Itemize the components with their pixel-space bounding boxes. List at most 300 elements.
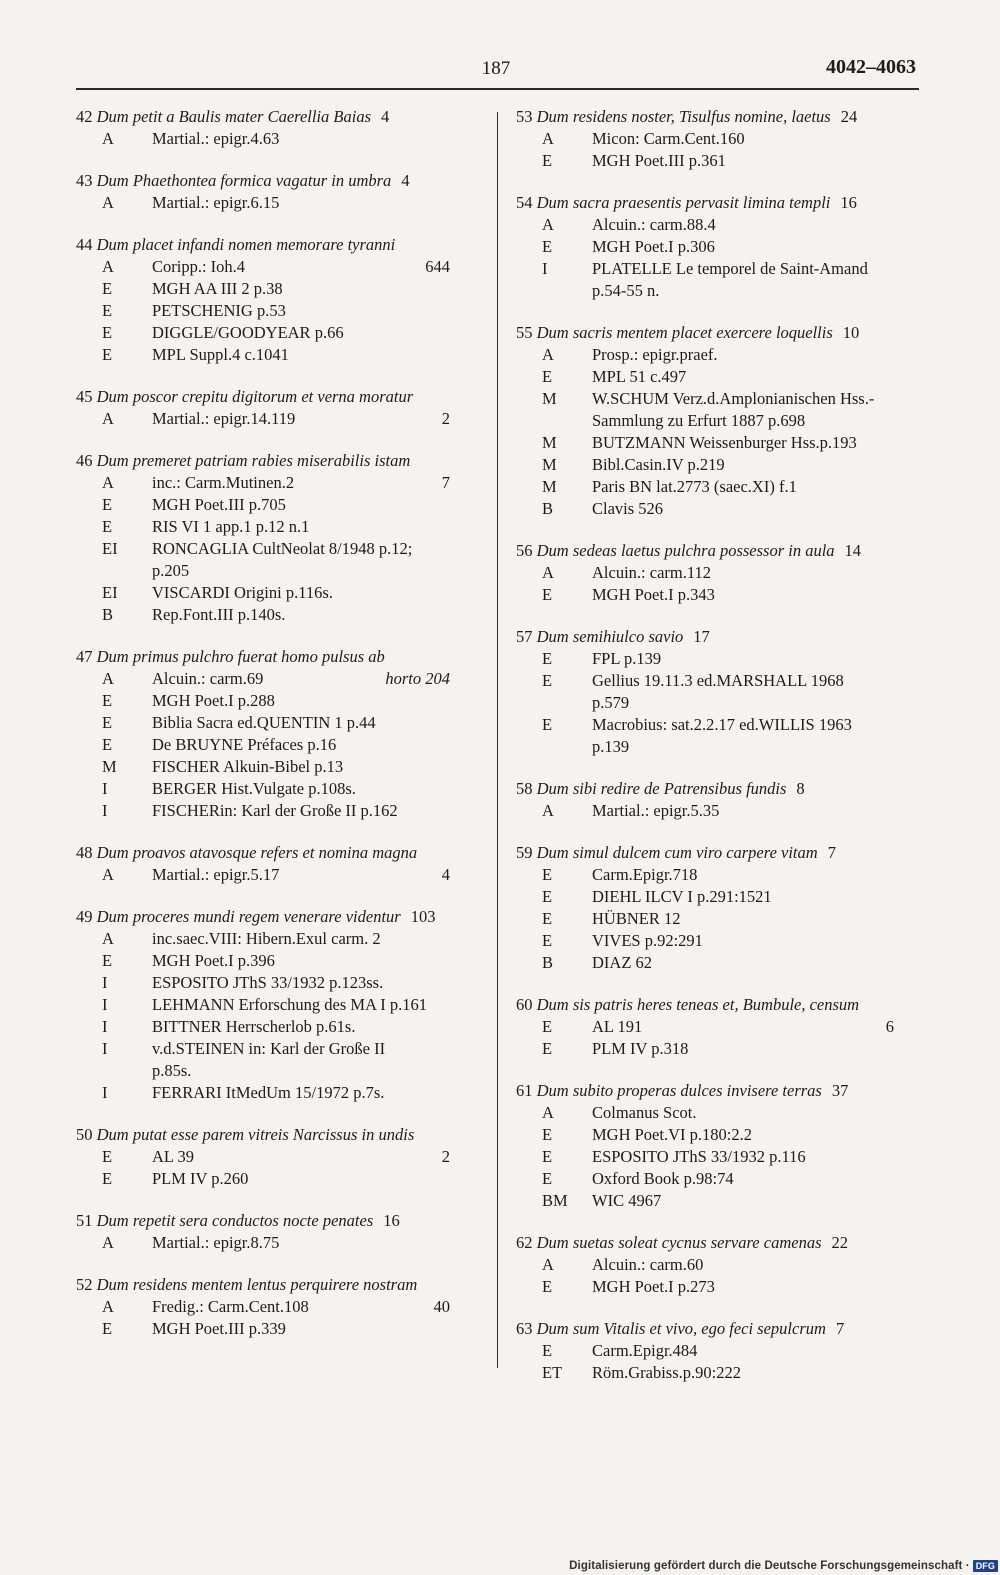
source-row bbox=[76, 928, 486, 950]
catalog-entry bbox=[516, 1232, 930, 1298]
source-type: M bbox=[542, 477, 557, 496]
source-row bbox=[516, 886, 930, 908]
source-row bbox=[516, 670, 930, 692]
source-type bbox=[76, 1060, 152, 1082]
source-reference: ESPOSITO JThS 33/1932 p.123ss. bbox=[152, 973, 384, 992]
source-type: I bbox=[102, 1017, 108, 1036]
source-number: 7 bbox=[441, 473, 450, 492]
source-type: I bbox=[102, 1083, 108, 1102]
source-row bbox=[516, 1254, 930, 1276]
entry-number: 59 bbox=[516, 843, 533, 862]
source-type: A bbox=[542, 345, 554, 364]
source-row bbox=[76, 408, 486, 430]
source-type bbox=[516, 736, 592, 758]
source-type: A bbox=[102, 1233, 114, 1252]
source-row bbox=[76, 472, 486, 494]
source-row bbox=[516, 1016, 930, 1038]
source-type: E bbox=[542, 887, 553, 906]
entry-heading bbox=[516, 1232, 930, 1254]
source-row bbox=[76, 994, 486, 1016]
source-reference: Alcuin.: carm.60 bbox=[592, 1255, 704, 1274]
source-reference: DIEHL ILCV I p.291:1521 bbox=[592, 887, 772, 906]
source-row bbox=[76, 128, 486, 150]
source-reference: MGH Poet.I p.273 bbox=[592, 1277, 715, 1296]
source-row bbox=[76, 192, 486, 214]
source-reference: p.54-55 n. bbox=[592, 281, 660, 300]
entry-incipit: Dum Phaethontea formica vagatur in umbra bbox=[96, 171, 392, 190]
entry-incipit: Dum residens mentem lentus perquirere nostram bbox=[96, 1275, 418, 1294]
page-number: 187 bbox=[481, 58, 511, 79]
entry-number: 58 bbox=[516, 779, 533, 798]
catalog-entry bbox=[516, 1080, 930, 1212]
verse-count: 103 bbox=[410, 907, 436, 926]
catalog-entry bbox=[76, 450, 486, 626]
source-type: A bbox=[102, 669, 114, 688]
source-row bbox=[76, 582, 486, 604]
catalog-entry bbox=[76, 906, 486, 1104]
source-reference: FERRARI ItMedUm 15/1972 p.7s. bbox=[152, 1083, 385, 1102]
catalog-entry bbox=[516, 994, 930, 1060]
source-reference: VISCARDI Origini p.116s. bbox=[152, 583, 333, 602]
source-row bbox=[76, 1016, 486, 1038]
source-reference: p.85s. bbox=[152, 1061, 192, 1080]
source-row bbox=[516, 366, 930, 388]
source-row bbox=[76, 560, 486, 582]
catalog-entry bbox=[516, 540, 930, 606]
source-row bbox=[516, 432, 930, 454]
source-type: I bbox=[102, 801, 108, 820]
source-reference: p.579 bbox=[592, 693, 630, 712]
source-row bbox=[516, 584, 930, 606]
entry-number: 53 bbox=[516, 107, 533, 126]
source-reference: Rep.Font.III p.140s. bbox=[152, 605, 286, 624]
source-type: A bbox=[102, 257, 114, 276]
source-type: EI bbox=[102, 583, 118, 602]
entry-heading bbox=[516, 1318, 930, 1340]
entry-heading bbox=[76, 646, 486, 668]
source-row bbox=[516, 1168, 930, 1190]
entry-number: 42 bbox=[76, 107, 93, 126]
source-row bbox=[516, 1102, 930, 1124]
source-type: A bbox=[542, 1103, 554, 1122]
source-row bbox=[516, 952, 930, 974]
source-reference: AL 191 bbox=[592, 1017, 643, 1036]
source-reference: Alcuin.: carm.88.4 bbox=[592, 215, 716, 234]
entry-number: 61 bbox=[516, 1081, 533, 1100]
source-row bbox=[76, 322, 486, 344]
verse-count: 7 bbox=[835, 1319, 845, 1338]
source-reference: inc.saec.VIII: Hibern.Exul carm. 2 bbox=[152, 929, 381, 948]
source-reference: Gellius 19.11.3 ed.MARSHALL 1968 bbox=[592, 671, 844, 690]
source-row bbox=[516, 128, 930, 150]
source-type: E bbox=[102, 951, 113, 970]
source-type: E bbox=[102, 691, 113, 710]
source-reference: Martial.: epigr.14.119 bbox=[152, 409, 296, 428]
verse-count: 7 bbox=[827, 843, 836, 862]
source-reference: Colmanus Scot. bbox=[592, 1103, 697, 1122]
entry-incipit: Dum simul dulcem cum viro carpere vitam bbox=[536, 843, 818, 862]
verse-count: 22 bbox=[831, 1233, 848, 1252]
source-type: E bbox=[542, 585, 553, 604]
entry-number: 52 bbox=[76, 1275, 93, 1294]
source-reference: Fredig.: Carm.Cent.108 bbox=[152, 1297, 309, 1316]
source-row bbox=[516, 930, 930, 952]
source-number: 6 bbox=[885, 1017, 894, 1036]
source-reference: Martial.: epigr.4.63 bbox=[152, 129, 280, 148]
source-type: B bbox=[102, 605, 114, 624]
footer-credit bbox=[569, 1560, 998, 1572]
catalog-entry bbox=[76, 1124, 486, 1190]
entry-number: 49 bbox=[76, 907, 93, 926]
source-row bbox=[76, 668, 486, 690]
source-row bbox=[76, 1082, 486, 1104]
source-reference: AL 39 bbox=[152, 1147, 195, 1166]
source-number: 644 bbox=[425, 257, 450, 276]
catalog-entry bbox=[516, 1318, 930, 1384]
verse-count: 24 bbox=[840, 107, 858, 126]
catalog-entry bbox=[76, 234, 486, 366]
source-reference: MGH Poet.III p.705 bbox=[152, 495, 286, 514]
source-row bbox=[516, 648, 930, 670]
source-type: A bbox=[102, 409, 114, 428]
source-type: A bbox=[542, 129, 554, 148]
source-type: EI bbox=[102, 539, 118, 558]
source-reference: Carm.Epigr.484 bbox=[592, 1341, 698, 1360]
source-row bbox=[516, 344, 930, 366]
entry-number: 45 bbox=[76, 387, 93, 406]
catalog-entry bbox=[516, 322, 930, 520]
source-reference: FPL p.139 bbox=[592, 649, 662, 668]
source-row bbox=[516, 454, 930, 476]
source-type: I bbox=[102, 995, 108, 1014]
source-reference: p.205 bbox=[152, 561, 190, 580]
source-type: M bbox=[542, 455, 557, 474]
source-row bbox=[76, 1168, 486, 1190]
source-reference: BERGER Hist.Vulgate p.108s. bbox=[152, 779, 356, 798]
catalog-entry bbox=[76, 170, 486, 214]
source-reference: HÜBNER 12 bbox=[592, 909, 681, 928]
source-type: I bbox=[102, 779, 108, 798]
entry-number: 63 bbox=[516, 1319, 533, 1338]
source-row bbox=[76, 690, 486, 712]
catalog-entry bbox=[76, 106, 486, 150]
source-row bbox=[76, 494, 486, 516]
source-reference: PLATELLE Le temporel de Saint-Amand bbox=[592, 259, 868, 278]
source-reference: Micon: Carm.Cent.160 bbox=[592, 129, 745, 148]
source-reference: Sammlung zu Erfurt 1887 p.698 bbox=[592, 411, 806, 430]
source-type: B bbox=[542, 953, 554, 972]
entry-heading bbox=[76, 234, 486, 256]
source-row bbox=[76, 778, 486, 800]
catalog-entry bbox=[76, 842, 486, 886]
source-row bbox=[516, 388, 930, 410]
entry-incipit: Dum repetit sera conductos nocte penates bbox=[96, 1211, 374, 1230]
source-reference: Martial.: epigr.8.75 bbox=[152, 1233, 280, 1252]
source-type: BM bbox=[542, 1191, 568, 1210]
source-row bbox=[516, 908, 930, 930]
source-row bbox=[516, 1340, 930, 1362]
source-type: E bbox=[102, 517, 113, 536]
source-reference: DIGGLE/GOODYEAR p.66 bbox=[152, 323, 344, 342]
source-reference: Biblia Sacra ed.QUENTIN 1 p.44 bbox=[152, 713, 376, 732]
entry-heading bbox=[76, 1210, 486, 1232]
source-row bbox=[516, 498, 930, 520]
source-reference: DIAZ 62 bbox=[592, 953, 653, 972]
source-reference: Martial.: epigr.5.35 bbox=[592, 801, 720, 820]
source-reference: Oxford Book p.98:74 bbox=[592, 1169, 734, 1188]
catalog-entry bbox=[516, 842, 930, 974]
source-type: A bbox=[542, 563, 554, 582]
source-reference: v.d.STEINEN in: Karl der Große II bbox=[152, 1039, 386, 1058]
catalog-entry bbox=[76, 646, 486, 822]
source-type: I bbox=[102, 1039, 108, 1058]
source-row bbox=[516, 280, 930, 302]
source-row bbox=[516, 258, 930, 280]
left-column bbox=[76, 106, 486, 1360]
entry-incipit: Dum sum Vitalis et vivo, ego feci sepulcrum bbox=[536, 1319, 826, 1338]
source-type: A bbox=[102, 129, 114, 148]
source-row bbox=[76, 300, 486, 322]
entry-number: 62 bbox=[516, 1233, 533, 1252]
catalog-entry bbox=[516, 626, 930, 758]
column-divider bbox=[497, 112, 498, 1368]
source-reference: Alcuin.: carm.112 bbox=[592, 563, 711, 582]
source-row bbox=[516, 214, 930, 236]
source-row bbox=[76, 734, 486, 756]
source-row bbox=[76, 278, 486, 300]
source-type: M bbox=[102, 757, 117, 776]
entry-heading bbox=[76, 106, 486, 128]
entry-incipit: Dum semihiulco savio bbox=[536, 627, 684, 646]
entry-heading bbox=[76, 170, 486, 192]
page-header bbox=[76, 56, 916, 86]
entry-incipit: Dum sibi redire de Patrensibus fundis bbox=[536, 779, 787, 798]
source-reference: LEHMANN Erforschung des MA I p.161 bbox=[152, 995, 427, 1014]
entry-heading bbox=[516, 322, 930, 344]
source-type: E bbox=[542, 1341, 553, 1360]
source-row bbox=[516, 864, 930, 886]
entry-incipit: Dum sacra praesentis pervasit limina templi bbox=[536, 193, 831, 212]
source-reference: Macrobius: sat.2.2.17 ed.WILLIS 1963 bbox=[592, 715, 852, 734]
source-row bbox=[516, 476, 930, 498]
source-reference: WIC 4967 bbox=[592, 1191, 662, 1210]
source-reference: De BRUYNE Préfaces p.16 bbox=[152, 735, 337, 754]
verse-count: 4 bbox=[401, 171, 410, 190]
source-row bbox=[516, 1146, 930, 1168]
source-type: A bbox=[102, 1297, 114, 1316]
source-reference: MPL Suppl.4 c.1041 bbox=[152, 345, 289, 364]
source-row bbox=[516, 236, 930, 258]
source-type: E bbox=[542, 367, 553, 386]
source-type bbox=[516, 410, 592, 432]
source-row bbox=[516, 736, 930, 758]
source-type: E bbox=[102, 323, 113, 342]
source-reference: Clavis 526 bbox=[592, 499, 664, 518]
source-row bbox=[516, 1038, 930, 1060]
entry-number: 44 bbox=[76, 235, 93, 254]
source-type: E bbox=[542, 151, 553, 170]
catalog-entry bbox=[76, 1274, 486, 1340]
entry-incipit: Dum primus pulchro fuerat homo pulsus ab bbox=[96, 647, 385, 666]
entry-incipit: Dum premeret patriam rabies miserabilis istam bbox=[96, 451, 411, 470]
source-type: E bbox=[542, 649, 553, 668]
entry-heading bbox=[516, 106, 930, 128]
source-type: A bbox=[542, 1255, 554, 1274]
source-type: E bbox=[542, 1169, 553, 1188]
entry-incipit: Dum putat esse parem vitreis Narcissus in undis bbox=[96, 1125, 415, 1144]
source-row bbox=[516, 1124, 930, 1146]
source-row bbox=[76, 800, 486, 822]
source-type: I bbox=[542, 259, 548, 278]
source-row bbox=[516, 562, 930, 584]
source-reference: Paris BN lat.2773 (saec.XI) f.1 bbox=[592, 477, 797, 496]
source-reference: FISCHERin: Karl der Große II p.162 bbox=[152, 801, 398, 820]
entry-incipit: Dum placet infandi nomen memorare tyranni bbox=[96, 235, 396, 254]
source-type: E bbox=[542, 931, 553, 950]
source-type bbox=[516, 280, 592, 302]
source-reference: MPL 51 c.497 bbox=[592, 367, 687, 386]
source-row bbox=[516, 150, 930, 172]
entry-number: 54 bbox=[516, 193, 533, 212]
entry-heading bbox=[76, 1124, 486, 1146]
entry-number: 51 bbox=[76, 1211, 93, 1230]
source-row bbox=[516, 1362, 930, 1384]
verse-count: 4 bbox=[381, 107, 390, 126]
source-type: A bbox=[542, 801, 554, 820]
entry-incipit: Dum petit a Baulis mater Caerellia Baias bbox=[96, 107, 371, 126]
source-type bbox=[76, 560, 152, 582]
source-type: E bbox=[542, 1125, 553, 1144]
entry-heading bbox=[76, 450, 486, 472]
source-row bbox=[516, 410, 930, 432]
source-number: horto 204 bbox=[385, 669, 450, 688]
source-type: E bbox=[542, 1147, 553, 1166]
source-reference: Bibl.Casin.IV p.219 bbox=[592, 455, 725, 474]
source-type: M bbox=[542, 433, 557, 452]
entry-heading bbox=[516, 540, 930, 562]
verse-count: 17 bbox=[693, 627, 710, 646]
entry-number: 60 bbox=[516, 995, 533, 1014]
source-row bbox=[516, 1190, 930, 1212]
source-reference: MGH Poet.VI p.180:2.2 bbox=[592, 1125, 752, 1144]
source-type: E bbox=[102, 301, 113, 320]
source-reference: BITTNER Herrscherlob p.61s. bbox=[152, 1017, 356, 1036]
entry-incipit: Dum poscor crepitu digitorum et verna moratur bbox=[96, 387, 414, 406]
entry-heading bbox=[516, 1080, 930, 1102]
source-type: A bbox=[102, 865, 114, 884]
source-row bbox=[516, 714, 930, 736]
source-reference: Röm.Grabiss.p.90:222 bbox=[592, 1363, 741, 1382]
source-type: A bbox=[102, 929, 114, 948]
source-reference: PETSCHENIG p.53 bbox=[152, 301, 286, 320]
source-reference: Coripp.: Ioh.4 bbox=[152, 257, 246, 276]
source-number: 2 bbox=[441, 1147, 450, 1166]
source-row bbox=[516, 1276, 930, 1298]
source-type: E bbox=[102, 1319, 113, 1338]
footer-text: Digitalisierung gefördert durch die Deutsche Forschungsgemeinschaft · bbox=[569, 1560, 970, 1572]
source-type: E bbox=[542, 237, 553, 256]
source-reference: PLM IV p.260 bbox=[152, 1169, 249, 1188]
source-type: E bbox=[102, 1147, 113, 1166]
catalog-entry bbox=[76, 386, 486, 430]
source-row bbox=[76, 950, 486, 972]
entry-range: 4042–4063 bbox=[826, 56, 916, 78]
verse-count: 16 bbox=[383, 1211, 400, 1230]
source-type: E bbox=[542, 1277, 553, 1296]
source-reference: inc.: Carm.Mutinen.2 bbox=[152, 473, 295, 492]
entry-heading bbox=[516, 778, 930, 800]
entry-heading bbox=[516, 994, 930, 1016]
source-reference: Prosp.: epigr.praef. bbox=[592, 345, 718, 364]
verse-count: 37 bbox=[831, 1081, 849, 1100]
source-row bbox=[76, 604, 486, 626]
source-reference: Martial.: epigr.5.17 bbox=[152, 865, 280, 884]
source-reference: RIS VI 1 app.1 p.12 n.1 bbox=[152, 517, 310, 536]
source-type: E bbox=[542, 715, 553, 734]
source-type: E bbox=[542, 671, 553, 690]
dfg-logo: DFG bbox=[973, 1560, 998, 1572]
entry-heading bbox=[516, 192, 930, 214]
source-row bbox=[76, 1146, 486, 1168]
source-reference: MGH AA III 2 p.38 bbox=[152, 279, 283, 298]
source-reference: MGH Poet.III p.339 bbox=[152, 1319, 286, 1338]
entry-heading bbox=[76, 386, 486, 408]
source-type: ET bbox=[542, 1363, 563, 1382]
source-reference: BUTZMANN Weissenburger Hss.p.193 bbox=[592, 433, 857, 452]
entry-incipit: Dum suetas soleat cycnus servare camenas bbox=[536, 1233, 822, 1252]
source-type: E bbox=[542, 865, 553, 884]
source-reference: MGH Poet.I p.288 bbox=[152, 691, 275, 710]
source-reference: MGH Poet.I p.306 bbox=[592, 237, 715, 256]
verse-count: 10 bbox=[842, 323, 860, 342]
catalog-entry bbox=[516, 192, 930, 302]
source-row bbox=[516, 800, 930, 822]
source-type: E bbox=[542, 909, 553, 928]
source-type: A bbox=[102, 473, 114, 492]
source-type: E bbox=[542, 1039, 553, 1058]
entry-number: 46 bbox=[76, 451, 93, 470]
entry-heading bbox=[516, 626, 930, 648]
catalog-entry bbox=[516, 106, 930, 172]
entry-heading bbox=[76, 906, 486, 928]
source-row bbox=[76, 1318, 486, 1340]
source-row bbox=[76, 1232, 486, 1254]
source-reference: MGH Poet.I p.396 bbox=[152, 951, 275, 970]
source-reference: MGH Poet.III p.361 bbox=[592, 151, 726, 170]
source-reference: PLM IV p.318 bbox=[592, 1039, 689, 1058]
source-type: I bbox=[102, 973, 108, 992]
source-type bbox=[516, 692, 592, 714]
entry-incipit: Dum sedeas laetus pulchra possessor in aula bbox=[536, 541, 835, 560]
entry-incipit: Dum subito properas dulces invisere terras bbox=[536, 1081, 822, 1100]
source-reference: MGH Poet.I p.343 bbox=[592, 585, 715, 604]
entry-number: 57 bbox=[516, 627, 533, 646]
source-row bbox=[76, 972, 486, 994]
source-type: E bbox=[102, 345, 113, 364]
source-reference: W.SCHUM Verz.d.Amplonianischen Hss.- bbox=[592, 389, 875, 408]
verse-count: 8 bbox=[796, 779, 805, 798]
source-row bbox=[516, 692, 930, 714]
source-type: E bbox=[542, 1017, 553, 1036]
entry-number: 47 bbox=[76, 647, 93, 666]
source-reference: Alcuin.: carm.69 bbox=[152, 669, 264, 688]
entry-number: 43 bbox=[76, 171, 93, 190]
entry-heading bbox=[76, 1274, 486, 1296]
source-number: 40 bbox=[433, 1297, 450, 1316]
source-reference: Martial.: epigr.6.15 bbox=[152, 193, 280, 212]
entry-incipit: Dum sacris mentem placet exercere loquellis bbox=[536, 323, 833, 342]
source-type: E bbox=[102, 713, 113, 732]
